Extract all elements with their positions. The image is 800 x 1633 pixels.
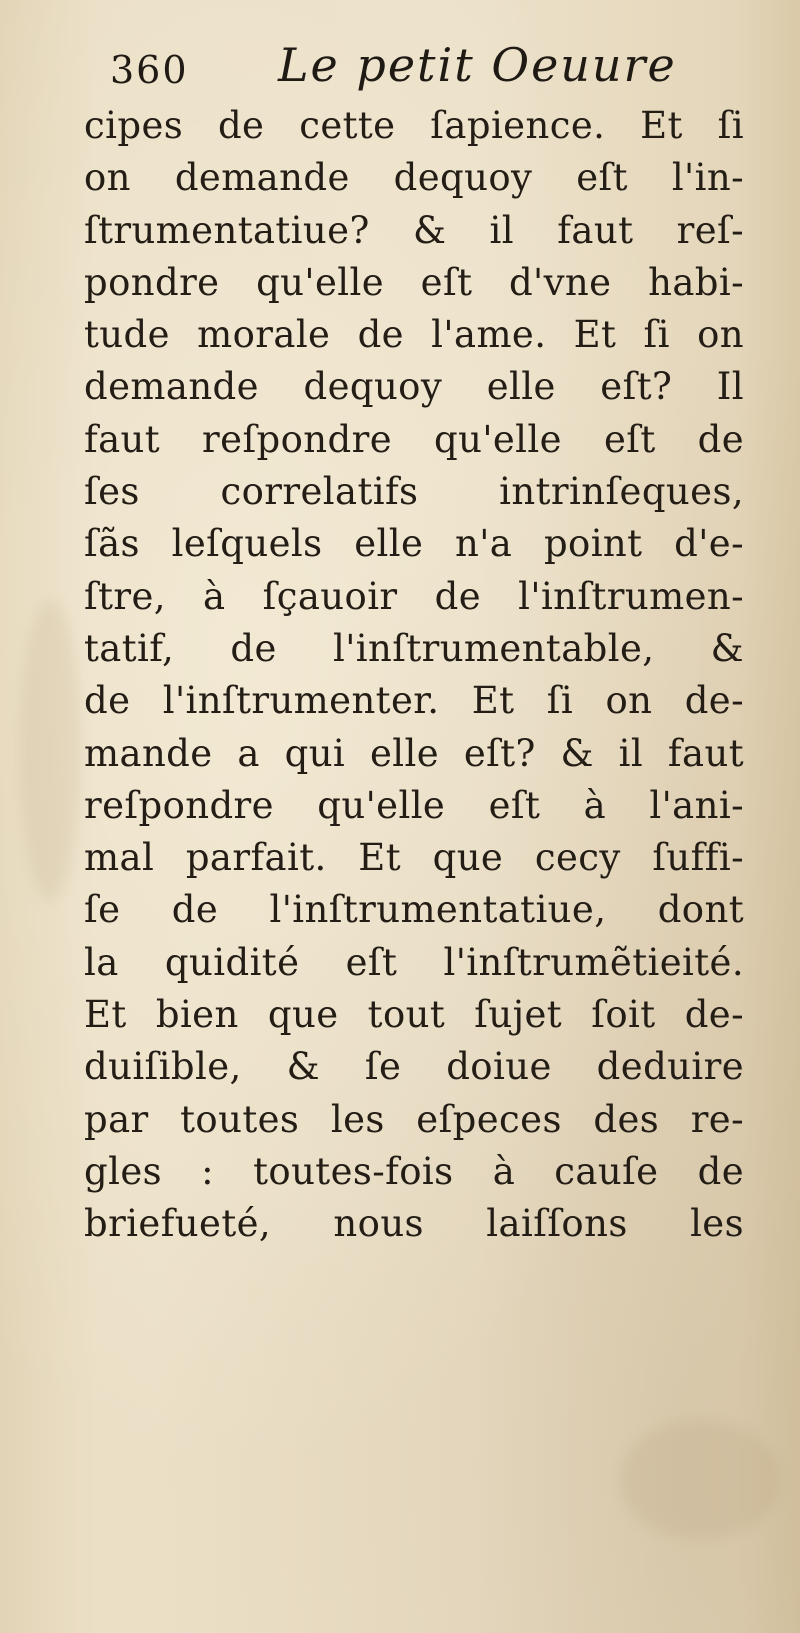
text-line: ſtre, à ſçauoir de l'inſtrumen- — [84, 574, 744, 618]
text-line: mal parfait. Et que cecy ſuffi- — [84, 836, 744, 880]
text-line: cipes de cette ſapience. Et ſi — [84, 104, 744, 147]
text-line: ſtrumentatiue? & il faut reſ- — [84, 208, 744, 252]
text-line: ſãs leſquels elle n'a point d'e- — [84, 522, 744, 566]
body-text — [84, 100, 744, 1251]
text-line: duiſible, & ſe doiue deduire — [84, 1045, 744, 1089]
text-line: la quidité eſt l'inſtrumẽtieité. — [84, 940, 744, 984]
text-line: on demande dequoy eſt l'in- — [84, 156, 744, 200]
text-line: de l'inſtrumenter. Et ſi on de- — [84, 679, 744, 723]
text-line: mande a qui elle eſt? & il faut — [84, 731, 744, 775]
paper-stain — [20, 600, 80, 900]
text-line: demande dequoy elle eſt? Il — [84, 365, 744, 409]
text-line: faut reſpondre qu'elle eſt de — [84, 417, 744, 461]
page-number: 360 — [110, 48, 189, 92]
text-line: gles : toutes-fois à cauſe de — [84, 1149, 744, 1193]
running-head — [110, 38, 730, 108]
text-line: ſe de l'inſtrumentatiue, dont — [84, 888, 744, 932]
text-line: reſpondre qu'elle eſt à l'ani- — [84, 783, 744, 827]
text-line: par toutes les eſpeces des re- — [84, 1097, 744, 1141]
running-title: Le petit Oeuure — [278, 38, 677, 92]
text-line: tude morale de l'ame. Et ſi on — [84, 313, 744, 357]
text-line: briefueté, nous laiſſons les — [84, 1202, 744, 1246]
paper-stain — [620, 1420, 780, 1540]
text-line: ſes correlatifs intrinſeques, — [84, 470, 744, 514]
text-line: tatif, de l'inſtrumentable, & — [84, 626, 744, 670]
text-line: Et bien que tout ſujet ſoit de- — [84, 993, 744, 1037]
text-line: pondre qu'elle eſt d'vne habi- — [84, 260, 744, 304]
